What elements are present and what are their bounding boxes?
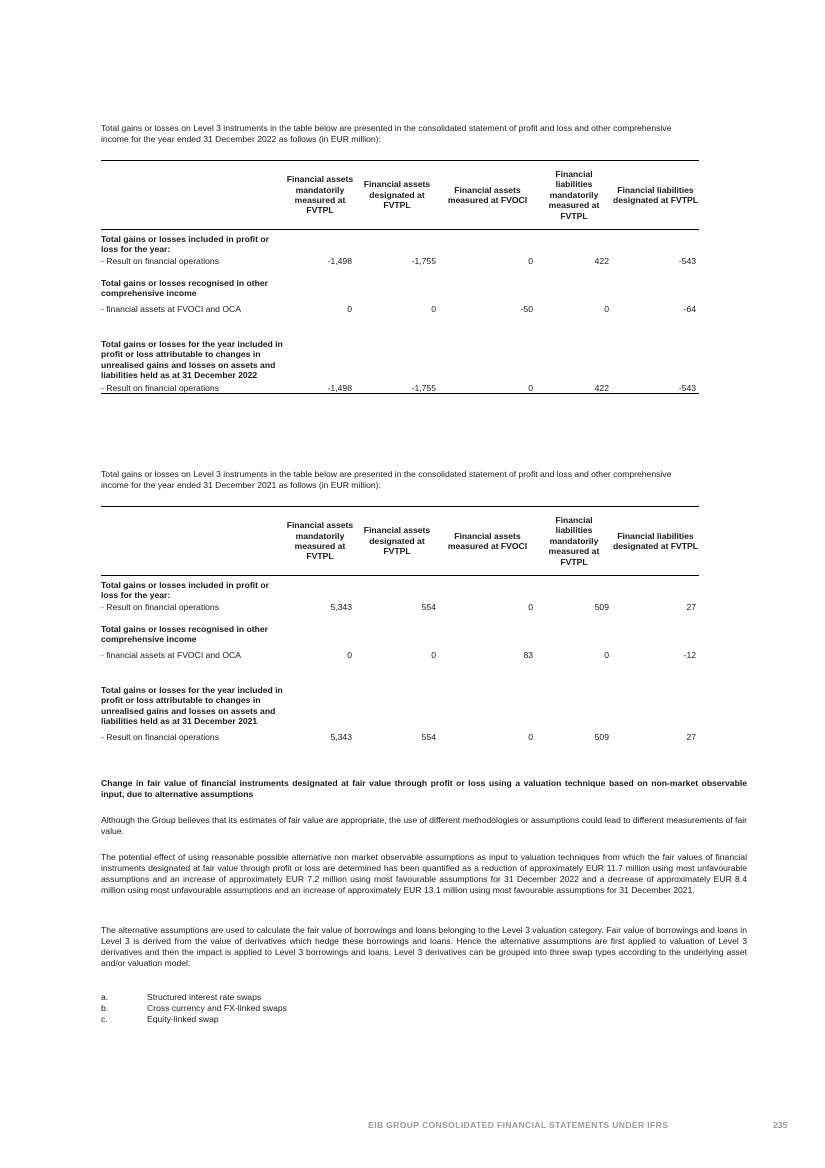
table2-header-2: Financial assets designated at FVTPL (363, 525, 431, 557)
cell-value: 422 (594, 382, 609, 393)
paragraph-1: Although the Group believes that its estimates of fair value are appropriate, the use of different methodologies or assumptions could lead to different measurements of fair value. (101, 815, 747, 836)
cell-value: 422 (594, 256, 609, 266)
table-row (101, 255, 699, 267)
table-row (101, 645, 699, 661)
cell-value: -543 (678, 382, 696, 393)
list-item (101, 992, 287, 1003)
cell-value: -1,498 (327, 382, 352, 393)
table-row (101, 727, 699, 743)
list-text: Equity-linked swap (147, 1014, 219, 1024)
page-number: 235 (773, 1120, 788, 1130)
table2-header-4: Financial liabilities mandatorily measured at FVTPL (548, 514, 600, 567)
cell-value: 554 (421, 602, 436, 612)
table2-intro: Total gains or losses on Level 3 instruments in the table below are presented in the consolidated statement of profit and loss and other comprehensive income for the year ended 31 December 2021 as follows (in EUR million): (101, 469, 672, 490)
cell-value: 509 (594, 732, 609, 742)
cell-value: 0 (604, 650, 609, 660)
cell-value: -1,755 (411, 256, 436, 266)
table1-header-2: Financial assets designated at FVTPL (363, 179, 431, 211)
cell-value: 0 (528, 732, 533, 742)
table2-section-unrealised: Total gains or losses for the year included in profit or loss attributable to changes in unrealised gains and losses on assets and liabilities held as at 31 December 2021 (101, 684, 283, 726)
table2-header-blank (101, 507, 285, 576)
cell-value: 0 (528, 382, 533, 393)
paragraph-3: The alternative assumptions are used to calculate the fair value of borrowings and loans belonging to the Level 3 valuation category. Fair value of borrowings and loans in Level 3 is derived from the value of derivatives which hedge these borrowings and loans. Hence the alternative assumptions are first applied to valuation of Level 3 derivatives and then the impact is applied to Level 3 borrowings and loans. Level 3 derivatives can be grouped into three swap types according to the underlying asset and/or valuation model: (101, 925, 747, 968)
table2-section-oci: Total gains or losses recognised in other comprehensive income (101, 623, 268, 644)
table1-section-profit-loss: Total gains or losses included in profit or loss for the year: (101, 233, 269, 254)
cell-value: 509 (594, 602, 609, 612)
list-marker: a. (101, 992, 109, 1002)
cell-value: -50 (520, 304, 533, 314)
table1 (101, 160, 699, 394)
row-label: - Result on financial operations (101, 602, 219, 612)
table1-section-oci: Total gains or losses recognised in other comprehensive income (101, 277, 268, 298)
cell-value: 83 (523, 650, 533, 660)
table2 (101, 506, 699, 743)
paragraph-2: The potential effect of using reasonable possible alternative non market observable assumptions as input to valuation techniques from which the fair values of financial instruments designated at fair value through profit or loss are determined has been quantified as a reduction of approximately EUR 11.7 million using most unfavourable assumptions and an increase of approximately EUR 7.2 million using most favourable assumptions for 31 December 2022 and a decrease of approximately EUR 8.4 million using most unfavourable assumptions and an increase of approximately EUR 13.1 million using most favourable assumptions for 31 December 2021. (101, 852, 747, 895)
table1-header-3: Financial assets measured at FVOCI (447, 184, 528, 205)
list-item (101, 1014, 287, 1025)
table1-section-unrealised: Total gains or losses for the year included in profit or loss attributable to changes in unrealised gains and losses on assets and liabilities held as at 31 December 2022 (101, 338, 283, 380)
table1-header-blank (101, 161, 285, 230)
cell-value: 0 (347, 304, 352, 314)
footer-title: EIB GROUP CONSOLIDATED FINANCIAL STATEMENTS UNDER IFRS (368, 1120, 669, 1130)
table1-header-4: Financial liabilities mandatorily measured at FVTPL (548, 168, 600, 221)
table2-header-1: Financial assets mandatorily measured at FVTPL (286, 520, 354, 562)
cell-value: -12 (683, 650, 696, 660)
table-row (101, 381, 699, 394)
row-label: - financial assets at FVOCI and OCA (101, 304, 241, 314)
cell-value: -64 (683, 304, 696, 314)
cell-value: 5,343 (330, 732, 352, 742)
table-row (101, 601, 699, 613)
table1-intro: Total gains or losses on Level 3 instruments in the table below are presented in the consolidated statement of profit and loss and other comprehensive income for the year ended 31 December 2022 as follows (in EUR million): (101, 123, 672, 144)
cell-value: -543 (678, 256, 696, 266)
table2-header-5: Financial liabilities designated at FVTPL (613, 530, 698, 551)
cell-value: 554 (421, 732, 436, 742)
row-label: - financial assets at FVOCI and OCA (101, 650, 241, 660)
cell-value: 0 (347, 650, 352, 660)
list-text: Structured interest rate swaps (147, 992, 262, 1002)
cell-value: -1,498 (327, 256, 352, 266)
list-item (101, 1003, 287, 1014)
row-label: - Result on financial operations (101, 256, 219, 266)
cell-value: 27 (686, 732, 696, 742)
cell-value: -1,755 (411, 382, 436, 393)
cell-value: 0 (431, 650, 436, 660)
row-label: - Result on financial operations (101, 732, 219, 742)
list-text: Cross currency and FX-linked swaps (147, 1003, 287, 1013)
cell-value: 0 (604, 304, 609, 314)
list-marker: b. (101, 1003, 109, 1013)
swap-types-list (101, 992, 287, 1025)
cell-value: 5,343 (330, 602, 352, 612)
section-heading: Change in fair value of financial instruments designated at fair value through profit or loss using a valuation technique based on non-market observable input, due to alternative assumptions (101, 778, 747, 799)
cell-value: 0 (528, 256, 533, 266)
table2-section-profit-loss: Total gains or losses included in profit or loss for the year: (101, 579, 269, 600)
cell-value: 0 (528, 602, 533, 612)
row-label: - Result on financial operations (101, 382, 219, 393)
table1-header-1: Financial assets mandatorily measured at FVTPL (286, 174, 354, 216)
table1-header-5: Financial liabilities designated at FVTPL (613, 184, 698, 205)
cell-value: 27 (686, 602, 696, 612)
list-marker: c. (101, 1014, 108, 1024)
table2-header-3: Financial assets measured at FVOCI (447, 530, 528, 551)
table-row (101, 299, 699, 315)
cell-value: 0 (431, 304, 436, 314)
